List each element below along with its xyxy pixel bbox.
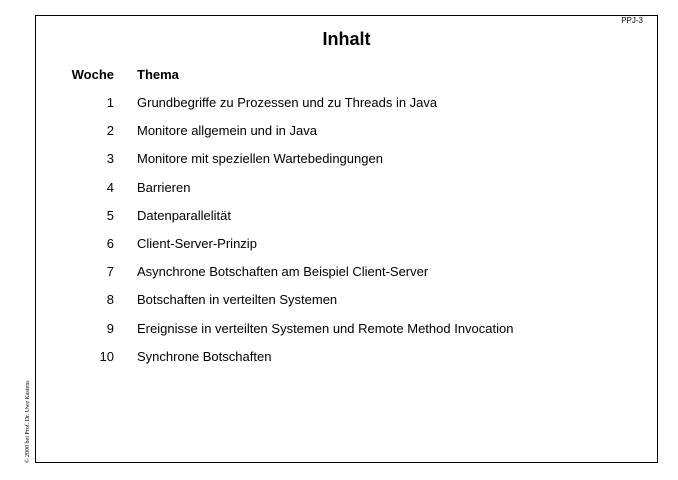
- week-number: 7: [106, 264, 114, 280]
- table-row: [0, 236, 678, 264]
- topic-text: Client-Server-Prinzip: [137, 235, 257, 251]
- topic-text: Datenparallelität: [137, 207, 231, 223]
- week-number: 3: [106, 151, 114, 167]
- table-row: [0, 208, 678, 236]
- topic-text: Botschaften in verteilten Systemen: [137, 292, 338, 308]
- topic-text: Monitore mit speziellen Wartebedingungen: [137, 151, 383, 167]
- week-number: 9: [106, 320, 114, 336]
- page-id: PPJ-3: [621, 16, 643, 25]
- topic-table: [0, 95, 678, 377]
- topic-text: Monitore allgemein und in Java: [137, 123, 317, 139]
- table-header: [0, 67, 678, 83]
- table-row: [0, 292, 678, 320]
- topic-text: Ereignisse in verteilten Systemen und Remote Method Invocation: [137, 320, 514, 336]
- table-row: [0, 123, 678, 151]
- header-week: Woche: [71, 67, 114, 82]
- week-number: 5: [106, 207, 114, 223]
- topic-text: Asynchrone Botschaften am Beispiel Client-Server: [137, 264, 429, 280]
- table-row: [0, 151, 678, 179]
- table-row: [0, 349, 678, 377]
- week-number: 8: [106, 292, 114, 308]
- week-number: 6: [106, 235, 114, 251]
- week-number: 1: [106, 95, 114, 110]
- table-row: [0, 180, 678, 208]
- week-number: 4: [106, 179, 114, 195]
- topic-text: Synchrone Botschaften: [137, 348, 272, 364]
- table-row: [0, 264, 678, 292]
- topic-text: Grundbegriffe zu Prozessen und zu Threads in Java: [137, 95, 438, 110]
- table-row: [0, 321, 678, 349]
- header-topic: Thema: [137, 67, 179, 82]
- topic-text: Barrieren: [137, 179, 191, 195]
- week-number: 10: [99, 348, 114, 364]
- page-title: Inhalt: [322, 29, 371, 49]
- table-row: [0, 95, 678, 123]
- week-number: 2: [106, 123, 114, 139]
- copyright-notice: © 2000 bei Prof. Dr. Uwe Kastens: [25, 380, 31, 463]
